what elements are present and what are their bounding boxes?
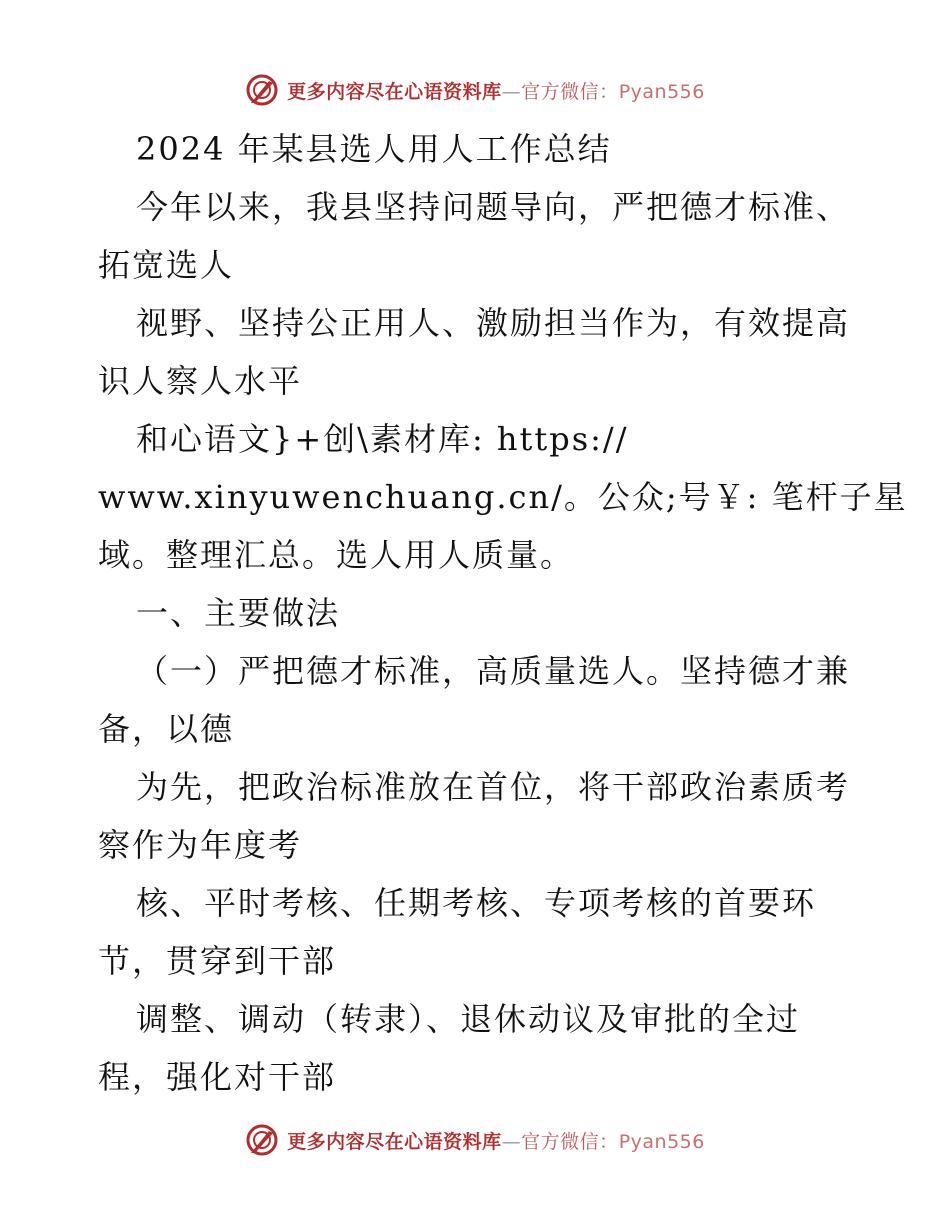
text-line: www.xinyuwenchuang.cn/。公众;号￥: 笔杆子星 (98, 478, 908, 516)
text-line: 节，贯穿到干部 (98, 942, 337, 980)
text-line: 域。整理汇总。选人用人质量。 (98, 536, 575, 574)
text-line: 为先，把政治标准放在首位，将干部政治素质考 (136, 768, 851, 806)
watermark-text (287, 1127, 705, 1154)
watermark-separator: — (501, 1130, 522, 1153)
subsection-heading: （一）严把德才标准，高质量选人。坚持德才兼 (136, 652, 851, 690)
section-heading: 一、主要做法 (136, 594, 341, 632)
text-line: 核、平时考核、任期考核、专项考核的首要环 (136, 884, 817, 922)
watermark-wechat-label: 官方微信： (521, 1130, 619, 1153)
watermark-header (0, 70, 950, 110)
text-line: 备，以德 (98, 710, 235, 748)
watermark-brand: 更多内容尽在心语资料库 (287, 1130, 502, 1153)
text-line: 和心语文}+创\素材库: https:// (136, 420, 629, 458)
text-line: 察作为年度考 (98, 826, 303, 864)
document-body (98, 120, 908, 1106)
text-line: 调整、调动（转隶）、退休动议及审批的全过 (136, 1000, 801, 1038)
watermark-wechat-label: 官方微信： (521, 80, 619, 103)
document-title: 2024 年某县选人用人工作总结 (136, 130, 612, 168)
text-line: 视野、坚持公正用人、激励担当作为，有效提高 (136, 304, 851, 342)
watermark-separator: — (501, 80, 522, 103)
watermark-footer (0, 1120, 950, 1160)
watermark-wechat-id: Pyan556 (618, 80, 705, 103)
watermark-brand: 更多内容尽在心语资料库 (287, 80, 502, 103)
quill-logo-icon (245, 1123, 279, 1157)
watermark-text (287, 77, 705, 104)
quill-logo-icon (245, 73, 279, 107)
text-line: 拓宽选人 (98, 246, 235, 284)
watermark-wechat-id: Pyan556 (618, 1130, 705, 1153)
text-line: 程，强化对干部 (98, 1058, 337, 1096)
text-line: 今年以来，我县坚持问题导向，严把德才标准、 (136, 188, 851, 226)
text-line: 识人察人水平 (98, 362, 303, 400)
